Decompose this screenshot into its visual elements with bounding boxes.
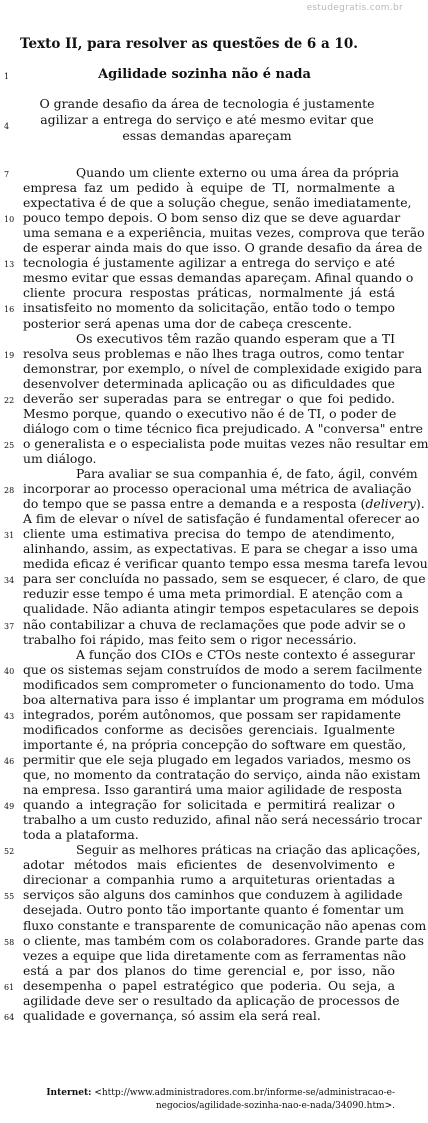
line-text: qualidade e governança, só assim ela será real.	[23, 1007, 321, 1023]
line-text: que os sistemas sejam construídos de modo a serem facilmente	[23, 661, 423, 677]
line-text: que, no momento da contratação do serviço, ainda não existam	[23, 767, 421, 782]
line-text: para ser concluída no passado, sem se esquecer, é claro, de que	[23, 571, 426, 587]
line-text: A função dos CIOs e CTOs neste contexto é assegurar	[76, 646, 415, 662]
line-text: agilidade deve ser o resultado da aplicação de processos de	[23, 992, 400, 1008]
line-text: na empresa. Isso garantirá uma maior agilidade de resposta	[23, 782, 403, 798]
line-number: 37	[4, 621, 15, 631]
line-number: 13	[4, 260, 15, 270]
text-line	[0, 872, 409, 887]
line-text: adotar métodos mais eficientes de desenvolvimento e	[23, 857, 395, 873]
text-line	[0, 661, 423, 677]
text-line	[0, 586, 409, 601]
line-text: não contabilizar a chuva de reclamações que pode advir se o	[23, 616, 406, 632]
text-line	[0, 601, 419, 617]
line-text: fluxo constante e transparente de comunicação não apenas com	[23, 917, 427, 933]
text-line	[0, 466, 418, 481]
line-text: tecnologia é justamente agilizar a entrega do serviço e até	[23, 255, 395, 271]
site-watermark: estudegratis.com.br	[306, 3, 403, 13]
line-number: 49	[4, 802, 15, 812]
line-text: demonstrar, por exemplo, o nível de complexidade exigido para	[23, 360, 423, 376]
text-line	[0, 707, 409, 722]
text-line	[0, 331, 409, 346]
line-text: o cliente, mas também com os colaboradores. Grande parte das	[23, 932, 425, 948]
line-number: 58	[4, 937, 15, 947]
text-title: Agilidade sozinha não é nada	[98, 67, 311, 82]
text-line	[0, 948, 409, 963]
exam-heading: Texto II, para resolver as questões de 6 a 10.	[20, 36, 358, 52]
line-text: Seguir as melhores práticas na criação das aplicações,	[76, 842, 421, 858]
text-line	[0, 812, 422, 828]
line-number: 16	[4, 305, 15, 315]
line-text: expectativa é de que a solução chegue, senão imediatamente,	[23, 195, 412, 211]
text-line	[0, 360, 423, 376]
text-line	[0, 420, 423, 436]
line-text: A fim de elevar o nível de satisfação é fundamental oferecer ao	[23, 511, 420, 527]
line-text: Mesmo porque, quando o executivo não é de TI, o poder de	[23, 405, 397, 421]
text-line	[0, 541, 418, 557]
text-line	[0, 435, 428, 451]
line-text: desejada. Outro ponto tão importante quanto é fomentar um	[23, 902, 404, 918]
line-number: 1	[4, 72, 10, 81]
text-line	[0, 617, 409, 632]
line-number: 43	[4, 711, 15, 721]
line-number: 31	[4, 531, 15, 541]
text-line	[0, 496, 425, 512]
text-line	[0, 316, 409, 331]
source-citation	[35, 1087, 395, 1113]
text-line	[0, 481, 412, 497]
line-number: 10	[4, 215, 15, 225]
text-line	[0, 571, 426, 587]
text-line	[0, 646, 415, 662]
line-text: uma semana e a experiência, muitas vezes, comprova que terão	[23, 225, 425, 241]
line-number: 19	[4, 350, 15, 360]
text-line	[0, 932, 425, 948]
text-line	[0, 511, 420, 527]
line-number: 46	[4, 756, 15, 766]
line-text: empresa faz um pedido à equipe de TI, normalmente a	[23, 180, 395, 196]
text-line	[0, 556, 428, 572]
line-text: cliente uma estimativa precisa do tempo de atendimento,	[23, 526, 395, 542]
text-line	[0, 737, 409, 752]
line-text: medida eficaz é verificar quanto tempo essa mesma tarefa levou	[23, 556, 428, 572]
text-line	[0, 346, 409, 361]
line-text: qualidade. Não adianta atingir tempos espetaculares se depois	[23, 601, 419, 617]
text-line	[0, 391, 409, 406]
text-line	[0, 406, 409, 421]
line-text: um diálogo.	[23, 450, 97, 466]
text-line	[0, 797, 409, 812]
line-text: Quando um cliente externo ou uma área da própria	[76, 165, 400, 180]
line-number: 22	[4, 395, 15, 405]
text-line	[0, 782, 409, 797]
text-line	[0, 963, 409, 978]
line-text: está a par dos planos do time gerencial e, por isso, não	[23, 962, 395, 978]
line-text: de esperar ainda mais do que isso. O grande desafio da área de	[23, 240, 423, 256]
line-number: 7	[4, 170, 10, 179]
line-text: o generalista e o especialista pode muitas vezes não resultar em	[23, 435, 428, 451]
text-line	[0, 767, 421, 782]
line-text: trabalho a um custo reduzido, afinal não será necessário trocar	[23, 812, 422, 828]
line-text: serviços são alguns dos caminhos que conduzem à agilidade	[23, 887, 403, 903]
text-line	[0, 376, 409, 391]
line-text: cliente procura respostas práticas, normalmente já está	[23, 285, 395, 301]
line-text: posterior será apenas uma dor de cabeça crescente.	[23, 315, 352, 331]
line-text: deverão ser superadas para se entregar o que foi pedido.	[23, 390, 395, 406]
line-text: modificados conforme as decisões gerenciais. Igualmente	[23, 721, 395, 737]
line-text: insatisfeito no momento da solicitação, então todo o tempo	[23, 300, 395, 316]
line-number: 64	[4, 1012, 15, 1022]
line-text: pouco tempo depois. O bom senso diz que se deve aguardar	[23, 210, 401, 226]
source-url-2: negocios/agilidade-sozinha-nao-e-nada/34090.htm>.	[155, 1101, 395, 1111]
text-line	[0, 857, 409, 872]
text-line	[0, 632, 409, 647]
line-text: modificados sem comprometer o funcionamento do todo. Uma	[23, 676, 414, 692]
line-text: boa alternativa para isso é implantar um programa em módulos	[23, 691, 425, 707]
line-text: diálogo com o time técnico fica prejudicado. A "conversa" entre	[23, 420, 423, 436]
line-text: Os executivos têm razão quando esperam que a TI	[76, 330, 395, 346]
line-number: 55	[4, 892, 15, 902]
line-text: mesmo evitar que essas demandas apareçam. Afinal quando o	[23, 270, 414, 286]
text-lead: O grande desafio da área de tecnologia é justamente agilizar a entrega do serviço e até mesmo evitar que essas demandas apareçam	[39, 96, 375, 143]
line-number: 61	[4, 982, 15, 992]
line-text: desenvolver determinada aplicação ou as dificuldades que	[23, 375, 395, 391]
text-line	[0, 180, 409, 195]
line-text: integrados, porém autônomos, que possam ser rapidamente	[23, 706, 401, 722]
text-line	[0, 270, 414, 286]
line-text: do tempo que se passa entre a demanda e a resposta (delivery).	[23, 496, 425, 512]
line-number: 28	[4, 486, 15, 496]
line-text: importante é, na própria concepção do software em questão,	[23, 736, 407, 752]
text-line	[0, 285, 409, 300]
line-text: Para avaliar se sua companhia é, de fato, ágil, convém	[76, 466, 418, 481]
line-text: reduzir esse tempo é uma meta primordial. E atenção com a	[23, 586, 403, 602]
line-number: 25	[4, 440, 15, 450]
text-line	[0, 917, 427, 933]
text-line	[0, 827, 409, 842]
text-line	[0, 451, 409, 466]
line-text: direcionar a companhia rumo a arquiteturas orientadas a	[23, 872, 395, 888]
italic-term: delivery	[365, 496, 416, 512]
text-line	[0, 195, 412, 211]
text-line	[0, 210, 409, 225]
text-line	[0, 1008, 409, 1023]
line-number: 34	[4, 576, 15, 586]
line-number: 52	[4, 847, 15, 857]
source-label: Internet:	[46, 1088, 92, 1098]
line-text: quando a integração for solicitada e permitirá realizar o	[23, 797, 395, 813]
line-text: desempenha o papel estratégico que poderia. Ou seja, a	[23, 977, 395, 993]
line-number: 40	[4, 666, 15, 676]
text-line	[0, 676, 414, 692]
text-line	[0, 752, 409, 767]
line-text: vezes a equipe que lida diretamente com as ferramentas não	[23, 947, 406, 963]
text-line	[0, 240, 423, 256]
line-text: incorporar ao processo operacional uma métrica de avaliação	[23, 481, 412, 497]
text-line	[0, 842, 421, 858]
line-text: toda a plataforma.	[23, 827, 139, 843]
text-line	[0, 978, 409, 993]
text-line	[0, 993, 409, 1008]
text-line	[0, 526, 409, 541]
text-line	[0, 225, 425, 241]
text-line	[0, 255, 409, 270]
line-text: alinhando, assim, as expectativas. E para se chegar a isso uma	[23, 541, 418, 557]
text-line	[0, 722, 409, 737]
text-line	[0, 300, 409, 315]
line-text: resolva seus problemas e não lhes traga outros, como tentar	[23, 345, 404, 361]
line-text: permitir que ele seja plugado em legados variados, mesmo os	[23, 751, 411, 767]
text-line	[0, 691, 425, 707]
line-number: 4	[4, 122, 10, 131]
text-line	[0, 165, 409, 180]
text-line	[0, 902, 409, 917]
source-url-1: <http://www.administradores.com.br/informe-se/administracao-e-	[94, 1088, 395, 1098]
line-text: trabalho foi rápido, mas feito sem o rigor necessário.	[23, 631, 357, 647]
text-line	[0, 887, 409, 902]
